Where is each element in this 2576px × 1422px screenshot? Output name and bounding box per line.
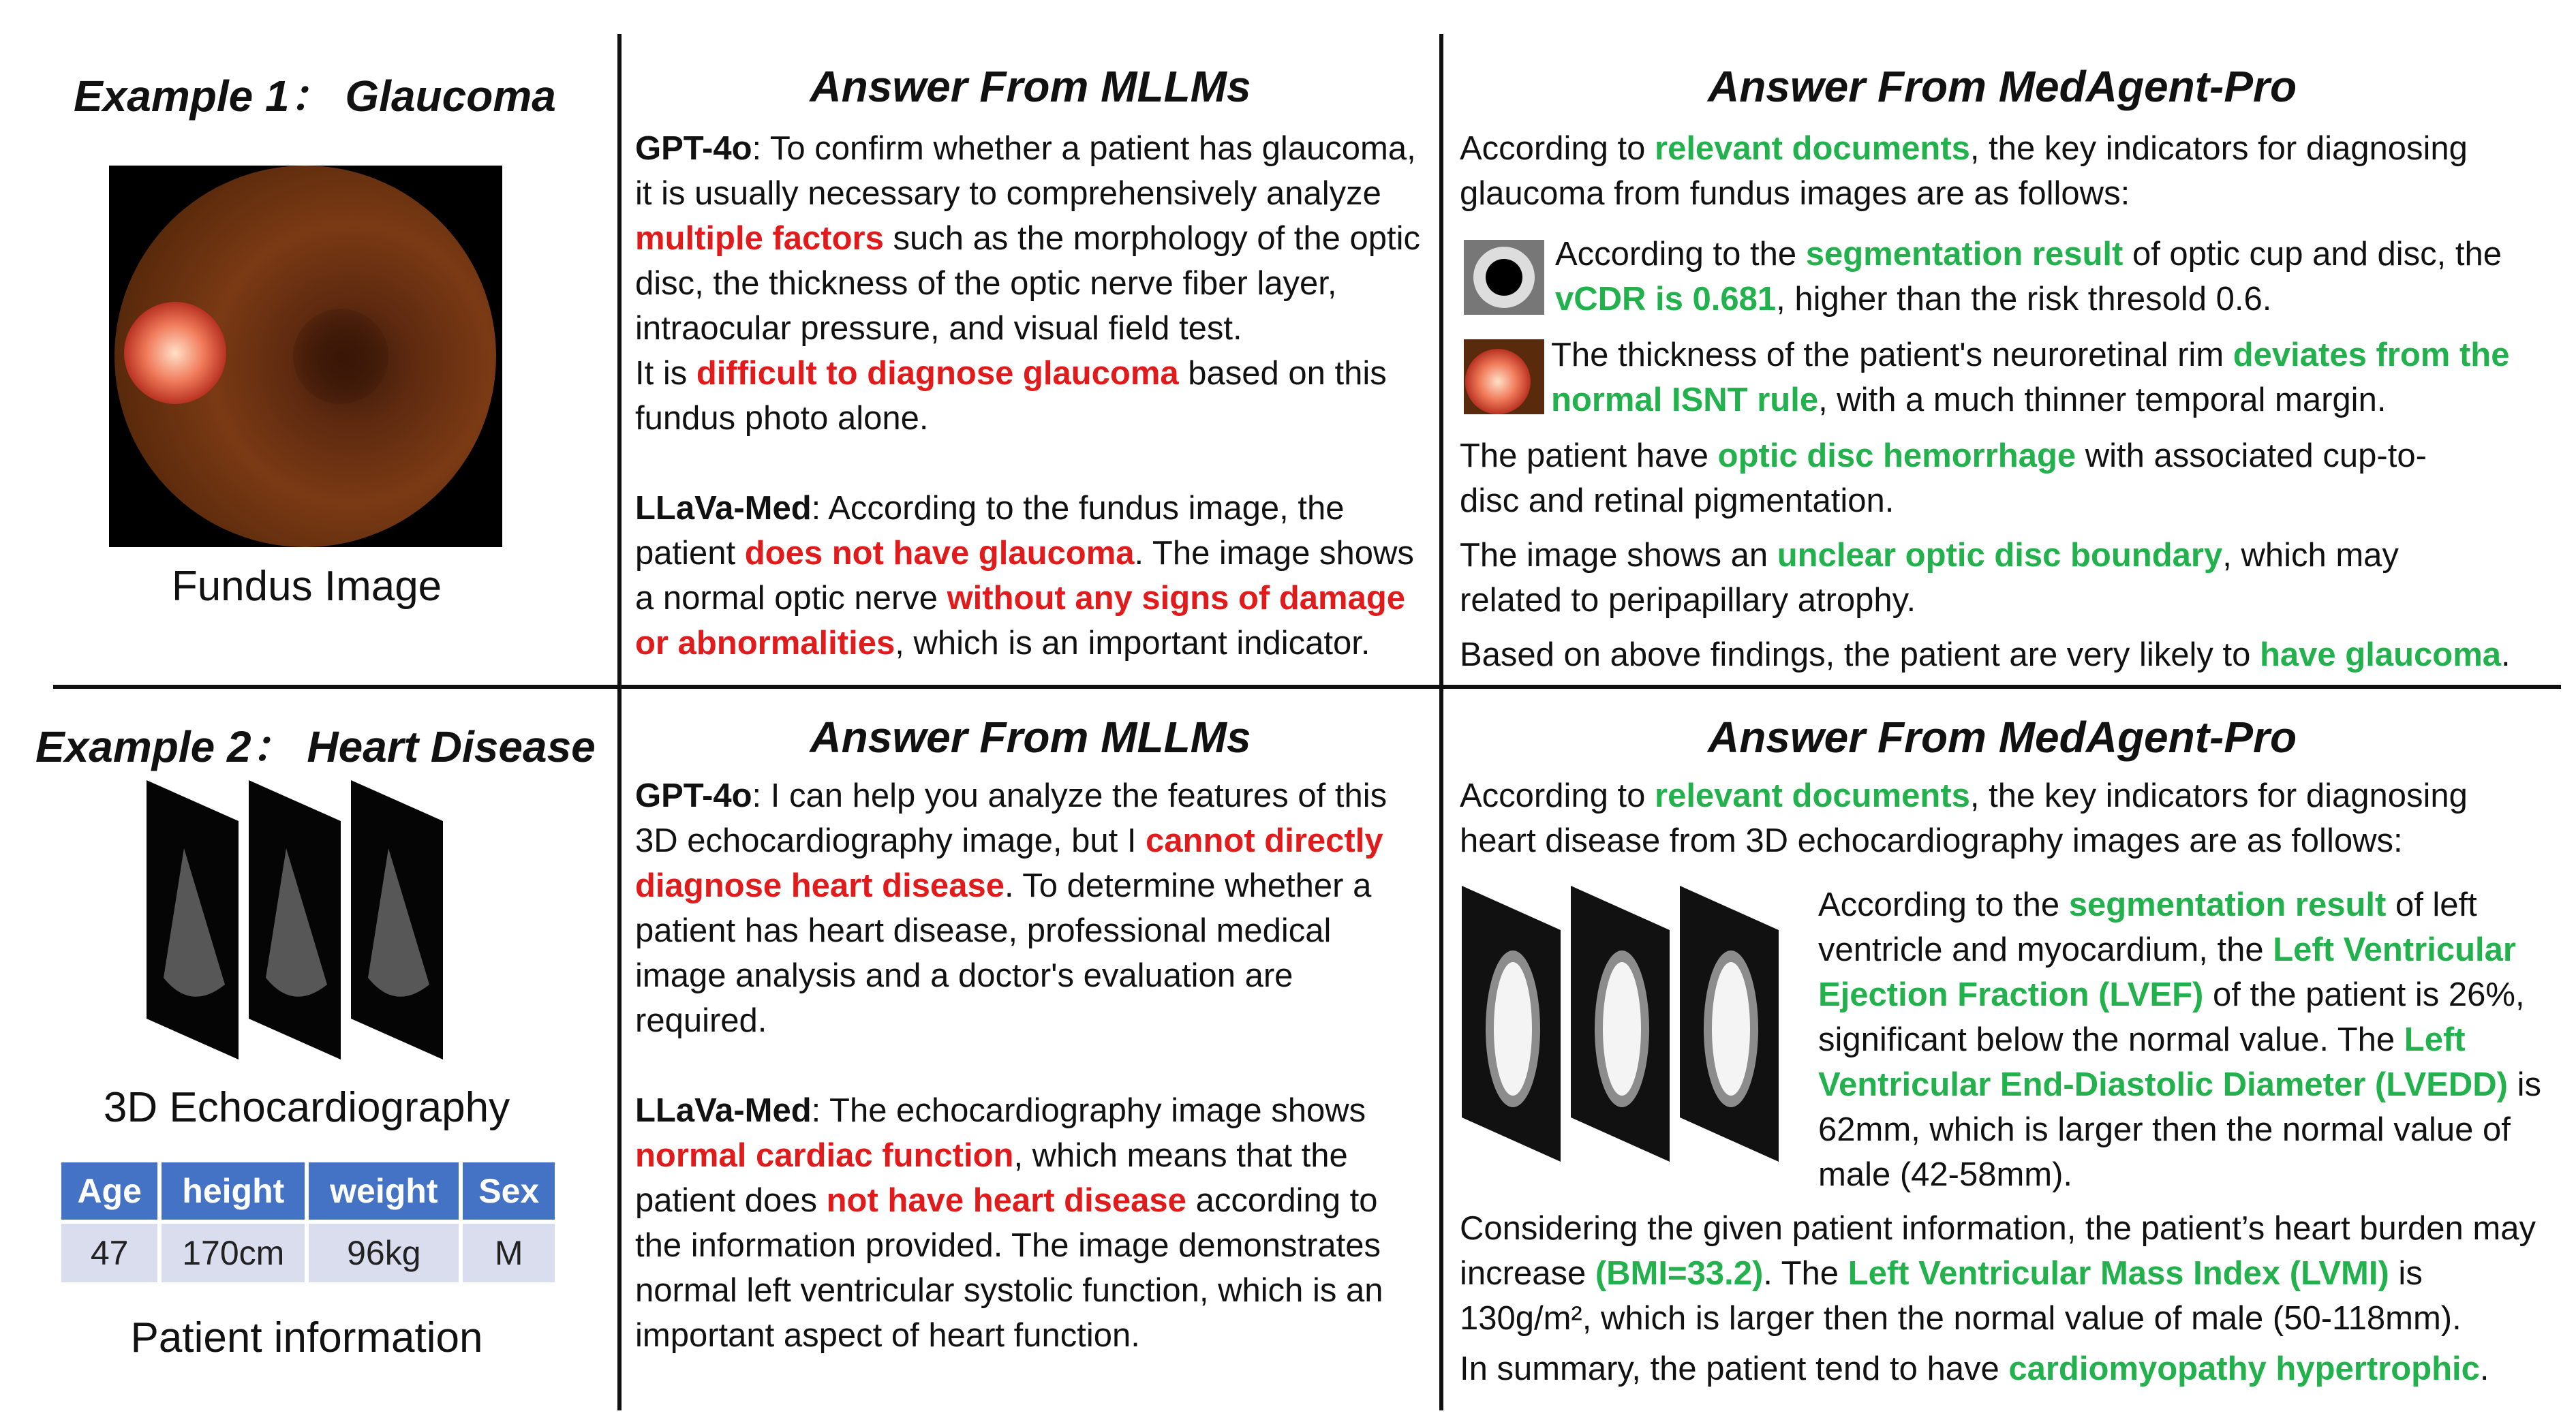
table-cell-weight: 96kg	[309, 1224, 459, 1282]
patient-info-table	[57, 1158, 559, 1286]
example2-agent-segmentation: According to the segmentation result of left ventricle and myocardium, the Left Ventricular Ejection Fraction (LVEF) of the patient is 26%, significant below the normal value. The Left Ventricular End-Diastolic Diameter (LVEDD) is 62mm, which is larger then the normal value of male (42-58mm).	[1818, 886, 2541, 1193]
seg-slice-3	[1680, 886, 1779, 1162]
example1-title: Example 1： Glaucoma	[74, 72, 556, 121]
example1-mllm-title: Answer From MLLMs	[810, 62, 1251, 111]
echocardiography-3d-image	[143, 773, 477, 1073]
divider-middle	[53, 685, 2561, 689]
table-header-height: height	[162, 1162, 305, 1220]
example1-agent-isnt: The thickness of the patient's neuroretinal rim deviates from the normal ISNT rule, with a much thinner temporal margin.	[1551, 337, 2510, 418]
example1-agent-intro: According to relevant documents, the key indicators for diagnosing glaucoma from fundus images are as follows:	[1460, 130, 2468, 212]
seg-slice-2	[1571, 886, 1670, 1162]
echo-slice-3	[351, 780, 443, 1060]
table-header-sex: Sex	[463, 1162, 555, 1220]
table-cell-age: 47	[61, 1224, 157, 1282]
example2-mllm-title: Answer From MLLMs	[810, 713, 1251, 762]
fundus-image	[109, 166, 502, 547]
table-header-age: Age	[61, 1162, 157, 1220]
example2-agent-intro: According to relevant documents, the key indicators for diagnosing heart disease from 3D echocardiography images are as follows:	[1460, 777, 2468, 859]
example2-agent-title: Answer From MedAgent-Pro	[1707, 713, 2297, 762]
table-cell-sex: M	[463, 1224, 555, 1282]
example1-agent-vcdr: According to the segmentation result of optic cup and disc, the vCDR is 0.681, higher than the risk thresold 0.6.	[1555, 236, 2502, 318]
example1-agent-findings: The patient have optic disc hemorrhage with associated cup-to-disc and retinal pigmentation. The image shows an unclear optic disc boundary, which may related to peripapillary atrophy. Based on above findings, the patient are very likely to have glaucoma.	[1460, 437, 2511, 673]
optic-disc-crop-thumbnail	[1464, 339, 1544, 414]
example1-agent-title: Answer From MedAgent-Pro	[1707, 62, 2297, 111]
lv-segmentation-image	[1458, 882, 1826, 1169]
seg-slice-1	[1462, 886, 1561, 1162]
optic-segmentation-thumbnail	[1464, 240, 1544, 315]
echo-caption: 3D Echocardiography	[103, 1084, 510, 1131]
example2-title: Example 2： Heart Disease	[35, 722, 596, 771]
table-header-weight: weight	[309, 1162, 459, 1220]
fundus-caption: Fundus Image	[171, 563, 442, 610]
patient-info-caption: Patient information	[130, 1314, 483, 1361]
echo-slice-2	[249, 780, 341, 1060]
echo-slice-1	[147, 780, 239, 1060]
example1-mllm-answer: GPT-4o: To confirm whether a patient has glaucoma, it is usually necessary to comprehensively analyze multiple factors such as the morphology of the optic disc, the thickness of the optic nerve fiber layer, intraocular pressure, and visual field test. It is difficult to diagnose glaucoma based on this fundus photo alone. LLaVa-Med: According to the fundus image, the patient does not have glaucoma. The image shows a normal optic nerve without any signs of damage or abnormalities, which is an important indicator.	[635, 130, 1421, 662]
example2-agent-summary: Considering the given patient information, the patient’s heart burden may increase (BMI=33.2). The Left Ventricular Mass Index (LVMI) is 130g/m², which is larger then the normal value of male (50-118mm). In summary, the patient tend to have cardiomyopathy hypertrophic.	[1460, 1210, 2536, 1387]
example2-mllm-answer: GPT-4o: I can help you analyze the features of this 3D echocardiography image, but I cannot directly diagnose heart disease. To determine whether a patient has heart disease, professional medical image analysis and a doctor's evaluation are required. LLaVa-Med: The echocardiography image shows normal cardiac function, which means that the patient does not have heart disease according to the information provided. The image demonstrates normal left ventricular systolic function, which is an important aspect of heart function.	[635, 777, 1387, 1354]
table-cell-height: 170cm	[162, 1224, 305, 1282]
